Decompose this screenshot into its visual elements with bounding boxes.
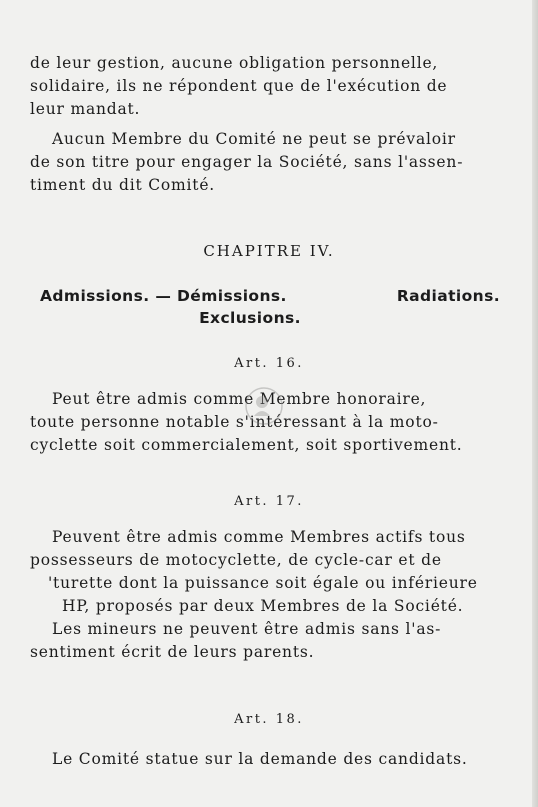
paragraph-aucun-membre bbox=[30, 128, 500, 197]
text-line: Peuvent être admis comme Membres actifs tous bbox=[52, 528, 466, 546]
text-line: Les mineurs ne peuvent être admis sans l'as- bbox=[52, 620, 442, 638]
text-line: Peut être admis comme Membre honoraire, bbox=[52, 390, 427, 408]
text-line: toute personne notable s'intéressant à la moto- bbox=[30, 413, 439, 431]
text-line: possesseurs de motocyclette, de cycle-car et de bbox=[30, 551, 442, 569]
text-line: solidaire, ils ne répondent que de l'exécution de bbox=[30, 77, 448, 95]
paragraph-gestion bbox=[30, 52, 500, 121]
chapter-subtitle-line2: Exclusions. bbox=[199, 309, 301, 327]
text-line: 'turette dont la puissance soit égale ou inférieure bbox=[48, 574, 478, 592]
article-16-heading: Art. 16. bbox=[234, 356, 304, 371]
text-line: sentiment écrit de leurs parents. bbox=[30, 643, 315, 661]
scan-edge bbox=[532, 0, 538, 807]
text-line: de leur gestion, aucune obligation personnelle, bbox=[30, 54, 439, 72]
chapter-subtitle-right: Radiations. bbox=[396, 287, 500, 305]
article-18-heading: Art. 18. bbox=[234, 712, 304, 727]
chapter-title: CHAPITRE IV. bbox=[203, 242, 335, 260]
article-17-text bbox=[30, 526, 500, 664]
text-line: de son titre pour engager la Société, sans l'assen- bbox=[30, 153, 464, 171]
library-stamp-icon bbox=[242, 384, 286, 428]
text-line: Aucun Membre du Comité ne peut se prévaloir bbox=[52, 130, 456, 148]
text-line: cyclette soit commercialement, soit sportivement. bbox=[30, 436, 463, 454]
text-line: leur mandat. bbox=[30, 100, 141, 118]
article-18-text bbox=[30, 748, 500, 771]
chapter-subtitle-left: Admissions. — Démissions. bbox=[40, 287, 287, 305]
article-17-heading: Art. 17. bbox=[234, 494, 304, 509]
chapter-subtitle bbox=[40, 285, 500, 329]
text-line: HP, proposés par deux Membres de la Société. bbox=[62, 597, 464, 615]
text-line: Le Comité statue sur la demande des candidats. bbox=[52, 750, 468, 768]
text-line: timent du dit Comité. bbox=[30, 176, 216, 194]
